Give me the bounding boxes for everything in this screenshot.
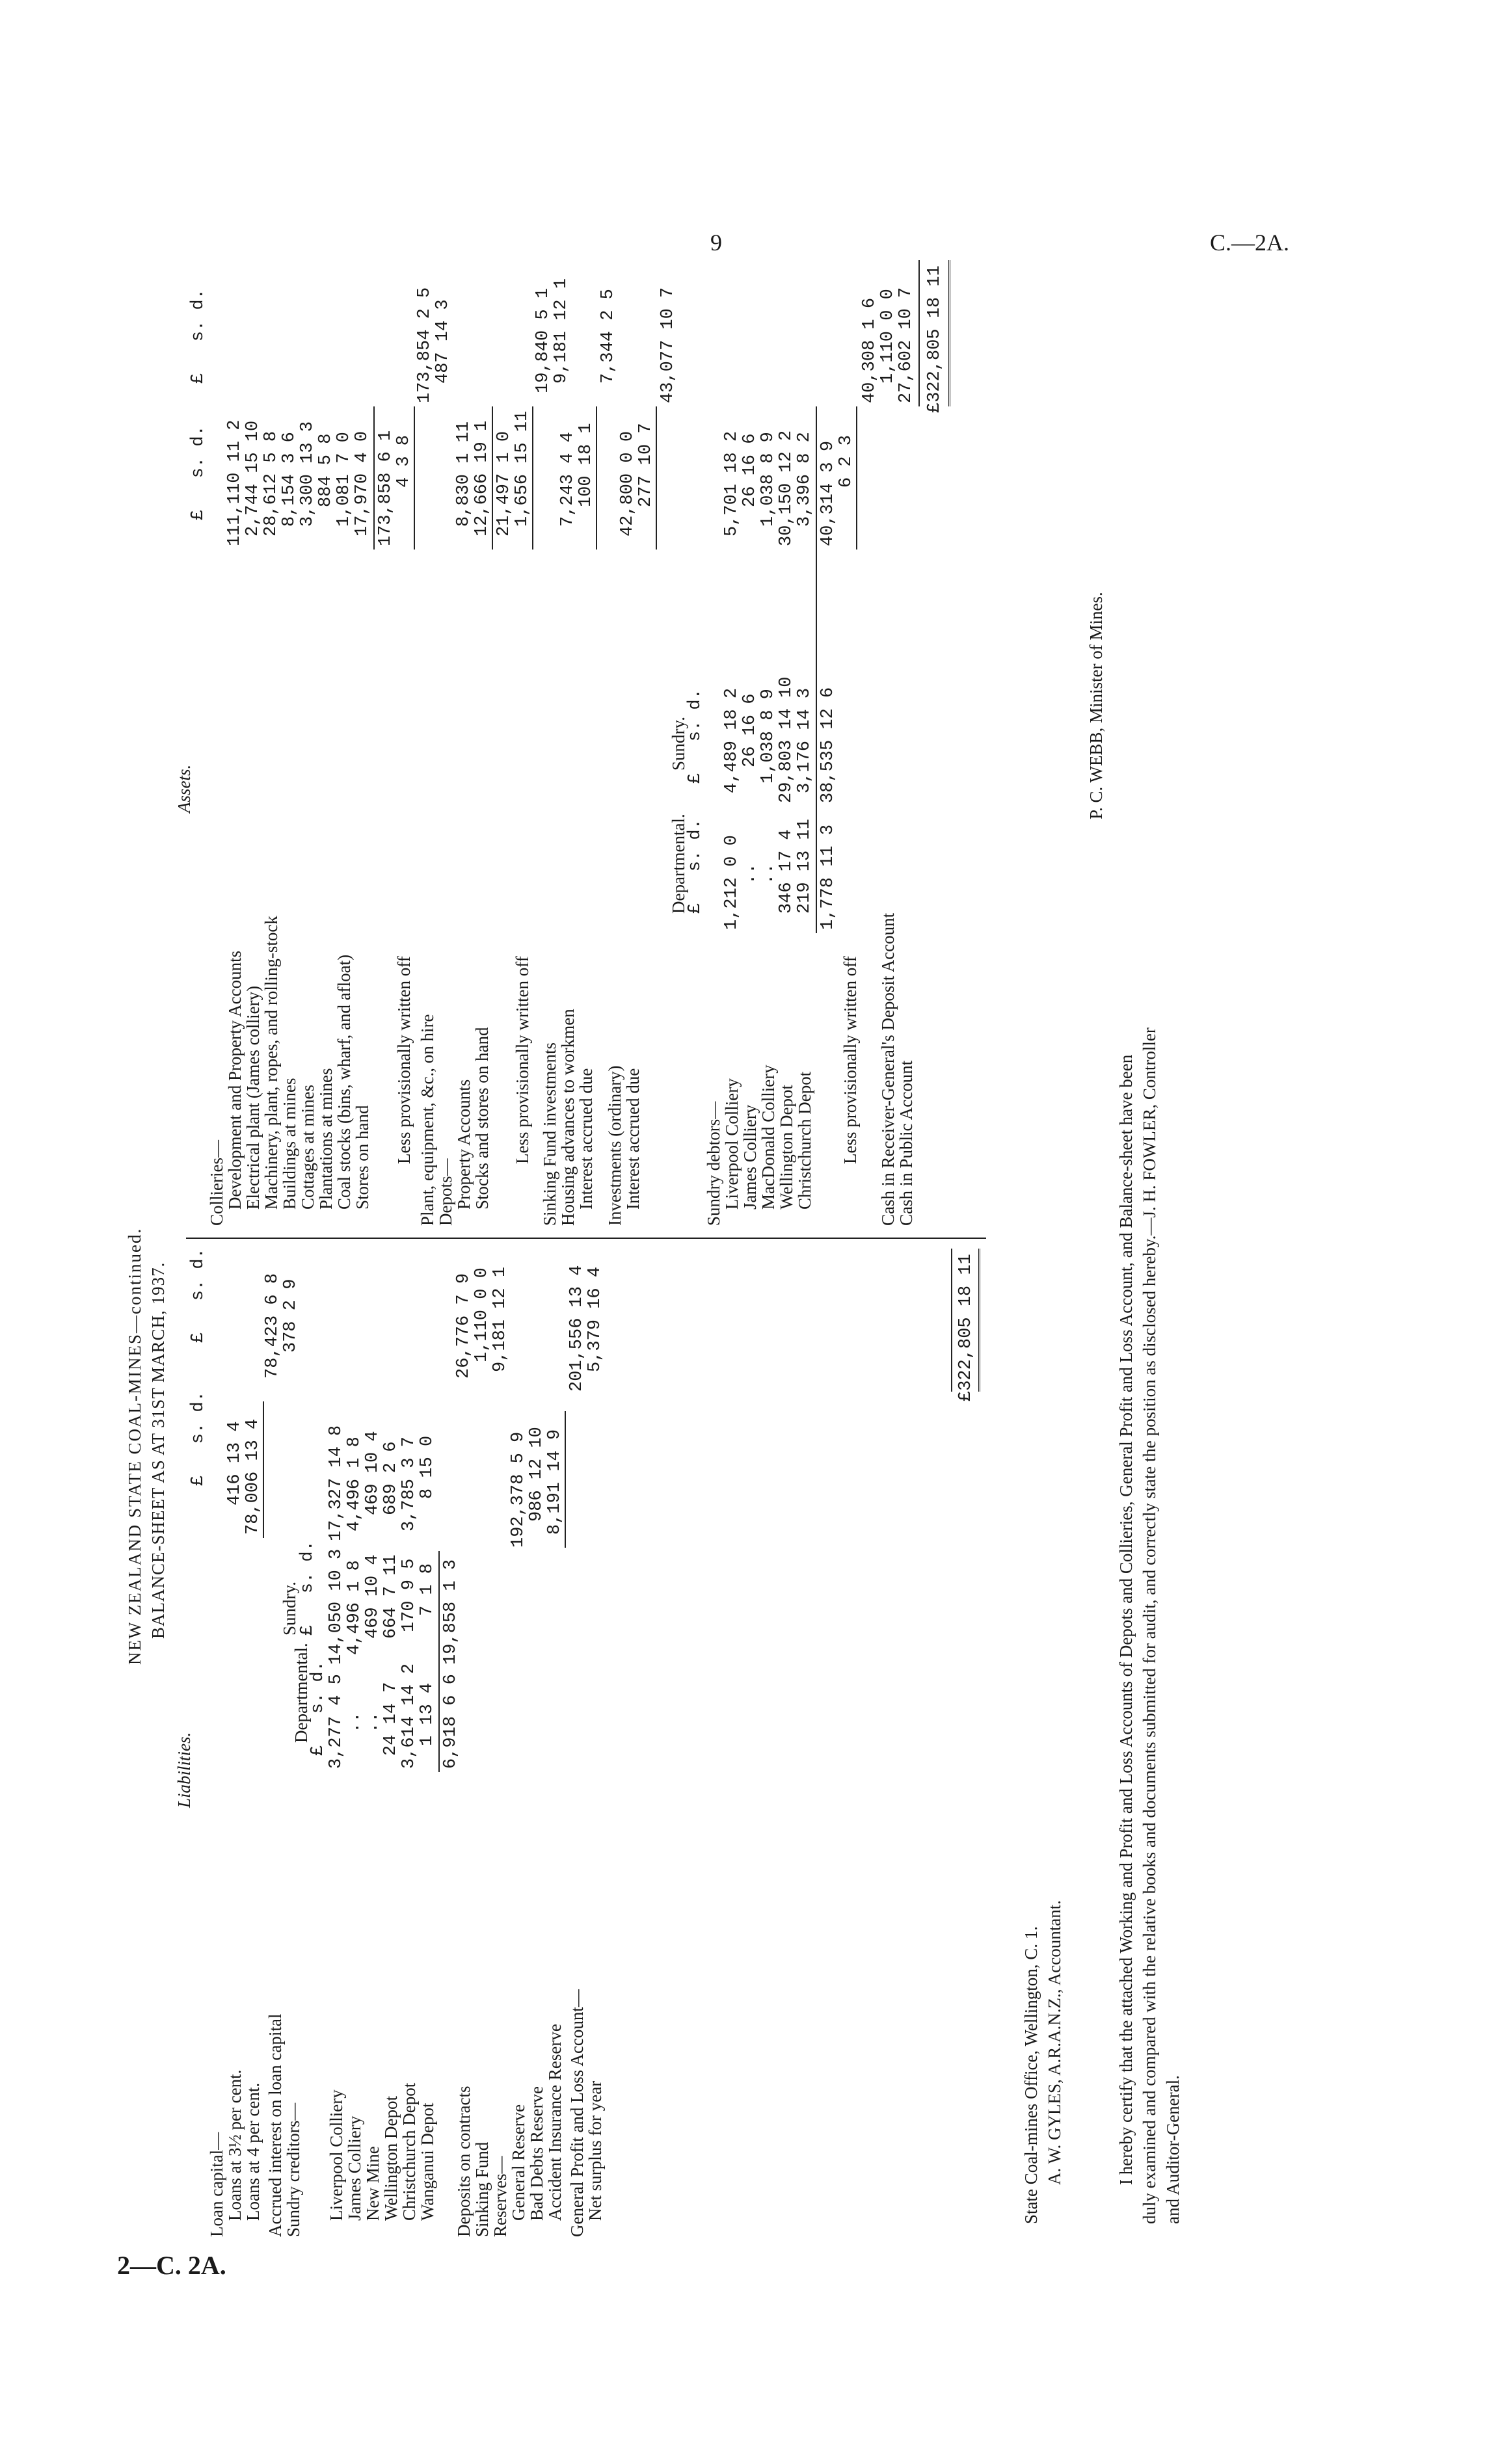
creditors-sun-total: 19,858 1 3 <box>441 1559 461 1665</box>
minister-signature: P. C. WEBB, Minister of Mines. <box>1086 592 1106 819</box>
asset-depots-less-value: 1,656 15 11 <box>513 410 532 527</box>
asset-collieries: Collieries— <box>207 1140 226 1226</box>
asset-item-value: 1,081 7 0 <box>334 432 354 527</box>
asset-sundry-label: Sundry. <box>669 716 688 771</box>
liab-bad-debts-value: 986 12 10 <box>527 1427 546 1522</box>
asset-item-name: Coal stocks (bins, wharf, and afloat) <box>334 954 354 1210</box>
debtors-sub: 40,314 3 9 <box>818 440 838 546</box>
liab-deposits: Deposits on contracts <box>454 2086 474 2237</box>
liab-loans-4-value: 78,006 13 4 <box>243 1418 263 1535</box>
creditor-dep: 3,614 14 2 <box>399 1663 419 1769</box>
liab-departmental-label: Departmental. <box>291 1643 311 1743</box>
liab-loan-total: 78,423 6 8 <box>263 1273 282 1379</box>
certificate-line-3: and Auditor-General. <box>1163 2075 1183 2224</box>
rule <box>856 406 857 550</box>
creditor-sun: 170 9 5 <box>399 1558 419 1632</box>
liab-deposits-value: 1,110 0 0 <box>472 1267 492 1362</box>
asset-cash-rg: Cash in Receiver-General's Deposit Account <box>878 912 898 1226</box>
asset-item-value: 8,154 3 6 <box>280 432 299 527</box>
creditor-dep: .. <box>345 1712 364 1733</box>
asset-grand-total: £322,805 18 11 <box>925 265 944 413</box>
creditor-total: 689 2 6 <box>381 1441 401 1515</box>
asset-less-written-value: 4 3 8 <box>394 434 414 488</box>
asset-property-value: 8,830 1 11 <box>454 421 474 527</box>
debtor-sun: 3,176 14 3 <box>795 687 814 793</box>
asset-plant-hire: Plant, equipment, &c., on hire <box>418 1014 437 1226</box>
debtor-total: 3,396 8 2 <box>795 432 814 527</box>
asset-interest-due-value: 100 18 1 <box>576 423 596 507</box>
accountant-signature: A. W. GYLES, A.R.A.N.Z., Accountant. <box>1045 1900 1064 2185</box>
debtor-sun: 4,489 18 2 <box>722 687 742 793</box>
liab-bad-debts: Bad Debts Reserve <box>527 2086 546 2221</box>
creditor-name: Liverpool Colliery <box>327 2089 346 2221</box>
asset-cash-rg-value: 1,110 0 0 <box>878 289 898 384</box>
debtor-name: Wellington Depot <box>777 1084 796 1210</box>
asset-item-name: Cottages at mines <box>298 1085 317 1210</box>
liab-currency-header: £ s. d. <box>189 1391 208 1486</box>
asset-departmental-label: Departmental. <box>669 814 688 914</box>
rule <box>656 406 657 550</box>
asset-sun-currency: £ s. d. <box>686 689 705 784</box>
liab-loans-35-value: 416 13 4 <box>225 1421 245 1505</box>
debtor-dep: .. <box>758 863 778 884</box>
rotated-balance-sheet <box>124 260 1307 2237</box>
page-footer: 2—C. 2A. <box>117 2251 226 2280</box>
liab-sinking-value: 9,181 12 1 <box>490 1266 510 1372</box>
creditor-dep: .. <box>363 1712 382 1733</box>
rule <box>816 406 817 933</box>
debtors-less-value: 6 2 3 <box>837 434 856 488</box>
asset-item-value: 17,970 4 0 <box>353 431 372 537</box>
asset-plant-hire-value: 487 14 3 <box>433 299 453 384</box>
debtor-sun: 1,038 8 9 <box>758 689 778 784</box>
asset-depots-less: Less provisionally written off <box>513 956 532 1164</box>
asset-inv-interest-value: 277 10 7 <box>636 423 656 507</box>
liab-loans-35: Loans at 3½ per cent. <box>225 2069 245 2221</box>
creditor-total: 3,785 3 7 <box>399 1437 419 1531</box>
rule <box>948 260 950 406</box>
debtor-dep: 1,212 0 0 <box>722 835 742 930</box>
liab-total-currency-header: £ s. d. <box>189 1248 208 1343</box>
rule <box>532 406 533 550</box>
asset-item-value: 28,612 5 8 <box>261 431 281 537</box>
creditors-total: 26,776 7 9 <box>454 1273 474 1379</box>
asset-depots: Depots— <box>436 1158 455 1226</box>
creditor-dep: 3,277 4 5 <box>327 1674 346 1769</box>
asset-housing-value: 7,243 4 4 <box>558 432 578 527</box>
debtor-name: Liverpool Colliery <box>722 1078 742 1210</box>
liab-net-surplus-value: 5,379 16 4 <box>585 1266 605 1372</box>
page-reference: C.—2A. <box>1210 230 1290 256</box>
asset-inv-interest: Interest accrued due <box>623 1068 643 1210</box>
liab-dep-currency: £ s. d. <box>308 1661 328 1756</box>
asset-interest-due: Interest accrued due <box>576 1068 596 1210</box>
liab-general-reserve-value: 192,378 5 9 <box>509 1431 528 1548</box>
document-title: NEW ZEALAND STATE COAL-MINES—continued. <box>125 1227 144 1665</box>
asset-item-value: 3,300 13 3 <box>298 421 317 527</box>
rule <box>492 406 493 550</box>
asset-item-value: 2,744 15 10 <box>243 420 263 537</box>
asset-item-name: Stores on hand <box>353 1105 372 1210</box>
asset-coll-net: 173,854 2 5 <box>415 287 435 403</box>
liab-grand-total: £322,805 18 11 <box>956 1254 976 1401</box>
creditor-name: Christchurch Depot <box>399 2082 419 2221</box>
rule <box>978 1249 980 1392</box>
creditor-sun: 469 10 4 <box>363 1554 382 1639</box>
creditors-dep-total: 6,918 6 6 <box>441 1674 461 1769</box>
creditor-sun: 664 7 11 <box>381 1554 401 1639</box>
creditor-total: 4,496 1 8 <box>345 1437 364 1531</box>
debtor-dep: 346 17 4 <box>777 829 796 914</box>
assets-heading: Assets. <box>174 764 194 813</box>
debtor-total: 1,038 8 9 <box>758 432 778 527</box>
liab-accrued-value: 378 2 9 <box>281 1278 301 1353</box>
document-subtitle: BALANCE-SHEET AS AT 31ST MARCH, 1937. <box>148 1262 168 1639</box>
asset-cash-public: Cash in Public Account <box>896 1060 916 1226</box>
rule <box>438 1551 440 1772</box>
liab-sundry-creditors: Sundry creditors— <box>284 2102 303 2237</box>
liab-gpl: General Profit and Loss Account— <box>567 1989 587 2237</box>
debtor-total: 26 16 6 <box>740 433 760 507</box>
asset-housing: Housing advances to workmen <box>558 1009 578 1226</box>
liab-reserves: Reserves— <box>490 2156 510 2237</box>
debtors-dep-total: 1,778 11 3 <box>818 824 838 930</box>
asset-property: Property Accounts <box>454 1079 474 1210</box>
liab-net-surplus: Net surplus for year <box>585 2080 605 2221</box>
debtors-net: 40,308 1 6 <box>860 297 879 403</box>
asset-depots-sub: 21,497 1 0 <box>494 431 514 537</box>
debtor-total: 30,150 12 2 <box>777 430 796 546</box>
creditor-total: 17,327 14 8 <box>327 1425 346 1541</box>
creditor-sun: 4,496 1 8 <box>345 1560 364 1655</box>
office-address: State Coal-mines Office, Wellington, C. 1. <box>1021 1926 1041 2224</box>
liab-loans-4: Loans at 4 per cent. <box>243 2082 263 2221</box>
asset-item-name: Machinery, plant, ropes, and rolling-stock <box>261 916 281 1210</box>
debtor-sun: 29,803 14 10 <box>777 676 796 803</box>
debtors-less: Less provisionally written off <box>840 956 860 1164</box>
creditor-name: James Colliery <box>345 2115 364 2221</box>
creditor-dep: 24 14 7 <box>381 1682 401 1756</box>
rule <box>951 1249 952 1392</box>
liabilities-heading: Liabilities. <box>174 1732 194 1808</box>
asset-housing-total: 7,344 2 5 <box>598 289 618 384</box>
liab-loan-capital: Loan capital— <box>207 2132 226 2237</box>
certificate-line-1: I hereby certify that the attached Working and Profit and Loss Accounts of Depots and Collieries, General Profit and Loss Account, and Balance-sheet have been <box>1116 1054 1136 2185</box>
liab-accrued: Accrued interest on loan capital <box>265 2013 285 2237</box>
creditor-sun: 14,050 10 3 <box>327 1548 346 1665</box>
asset-item-value: 111,110 11 2 <box>225 419 245 546</box>
debtor-dep: .. <box>740 863 760 884</box>
creditor-name: Wellington Depot <box>381 2095 401 2221</box>
debtors-sun-total: 38,535 12 6 <box>818 687 838 803</box>
asset-inv-total: 43,077 10 7 <box>658 287 678 403</box>
liab-reserves-total: 201,556 13 4 <box>567 1265 587 1392</box>
asset-cash-public-value: 27,602 10 7 <box>896 287 916 403</box>
creditor-total: 469 10 4 <box>363 1431 382 1515</box>
rule <box>918 260 920 406</box>
asset-depots-net: 19,840 5 1 <box>533 287 553 393</box>
certificate-line-2: duly examined and compared with the relative books and documents submitted for audit, and correctly state the position as disclosed hereby.—J. H. FOWLER, Controller <box>1140 1027 1159 2224</box>
asset-sundry-debtors: Sundry debtors— <box>704 1101 723 1226</box>
rule <box>263 1401 264 1538</box>
liab-sinking: Sinking Fund <box>472 2141 492 2237</box>
asset-item-name: Plantations at mines <box>316 1068 336 1210</box>
debtor-sun: 26 16 6 <box>740 693 760 767</box>
debtor-total: 5,701 18 2 <box>722 431 742 537</box>
liab-accident-value: 8,191 14 9 <box>545 1429 565 1535</box>
asset-investments: Investments (ordinary) <box>605 1065 624 1226</box>
asset-coll-subtotal: 173,858 6 1 <box>376 430 395 546</box>
asset-item-name: Buildings at mines <box>280 1078 299 1210</box>
assets-currency-header: £ s. d. <box>189 425 208 520</box>
asset-stocks-value: 12,666 19 1 <box>472 420 492 537</box>
creditor-name: Wanganui Depot <box>418 2102 437 2221</box>
rule <box>414 406 415 550</box>
debtor-name: James Colliery <box>740 1104 760 1210</box>
asset-item-name: Development and Property Accounts <box>225 950 245 1210</box>
creditor-sun: 7 1 8 <box>418 1563 437 1616</box>
creditor-total: 8 15 0 <box>418 1435 437 1499</box>
liab-sundry-label: Sundry. <box>280 1581 299 1636</box>
asset-item-value: 884 5 8 <box>316 433 336 507</box>
asset-sinking-inv: Sinking Fund investments <box>540 1042 559 1226</box>
creditor-dep: 1 13 4 <box>418 1682 437 1746</box>
liab-accident: Accident Insurance Reserve <box>545 2024 565 2221</box>
asset-stocks: Stocks and stores on hand <box>472 1027 492 1210</box>
creditor-name: New Mine <box>363 2146 382 2221</box>
asset-item-name: Electrical plant (James colliery) <box>243 985 263 1210</box>
asset-investments-value: 42,800 0 0 <box>618 431 637 537</box>
liab-general-reserve: General Reserve <box>509 2104 528 2221</box>
asset-less-written: Less provisionally written off <box>394 956 414 1164</box>
page-number: 9 <box>710 230 722 256</box>
rule <box>565 1411 566 1548</box>
asset-dep-currency: £ s. d. <box>686 819 705 914</box>
debtor-dep: 219 13 11 <box>795 819 814 914</box>
debtor-name: MacDonald Colliery <box>758 1065 778 1210</box>
column-divider <box>186 1238 986 1239</box>
asset-sinking-inv-value: 9,181 12 1 <box>552 278 571 384</box>
liab-sun-currency: £ s. d. <box>298 1541 317 1636</box>
debtor-name: Christchurch Depot <box>795 1071 814 1210</box>
rule <box>596 406 597 550</box>
rule <box>373 406 375 550</box>
assets-total-currency-header: £ s. d. <box>189 289 208 384</box>
